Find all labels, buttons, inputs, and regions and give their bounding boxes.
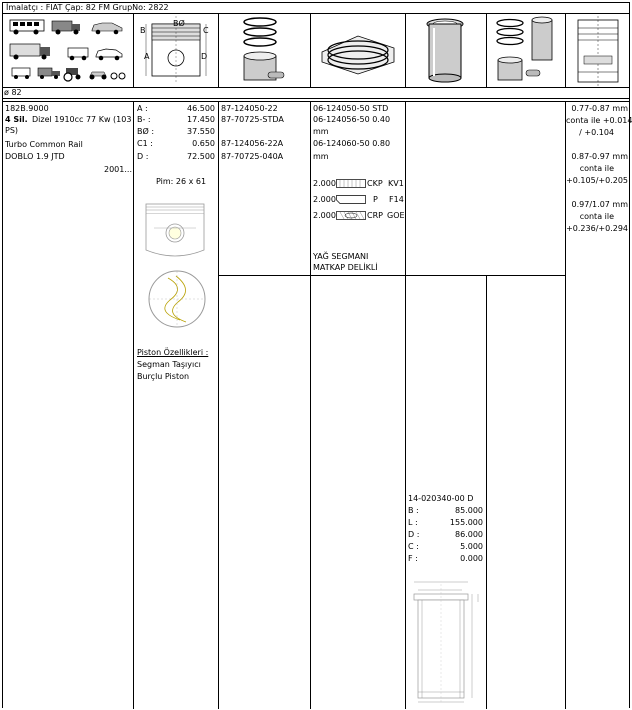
clearance-1-tol: / +0.104	[579, 128, 614, 137]
liner-label-d: D :	[408, 530, 420, 539]
col-sep-5	[486, 275, 487, 709]
oil-ring-note-1: YAĞ SEGMANI	[313, 252, 369, 261]
col-sep-3	[310, 101, 311, 709]
dim-value-d: 72.500	[187, 152, 215, 161]
pin-size: Pim: 26 x 61	[156, 177, 207, 186]
col-sep-1	[133, 101, 134, 709]
ring-3-size: 2.000	[313, 211, 336, 220]
ring-2-size: 2.000	[313, 195, 336, 204]
engine-year: 2001...	[104, 165, 132, 174]
ring-3-type: GOE	[387, 211, 405, 220]
engine-model: DOBLO 1.9 JTD	[5, 152, 65, 161]
clearance-1-range: 0.77-0.87 mm	[571, 104, 628, 113]
piston-side-drawing	[144, 200, 208, 264]
piston-feature-1: Segman Taşıyıcı	[137, 360, 201, 369]
header-divider	[2, 13, 630, 14]
dim-label-b: B- :	[137, 115, 151, 124]
clearance-3-note: conta ile	[579, 212, 614, 221]
col-sep-2	[218, 101, 219, 709]
icons-divider	[2, 87, 630, 88]
liner-value-d: 86.000	[455, 530, 483, 539]
icon-sep-5	[486, 13, 487, 87]
liner-value-f: 0.000	[460, 554, 483, 563]
ring-1-size: 2.000	[313, 179, 336, 188]
dim-label-d: D :	[137, 152, 149, 161]
col-sep-6	[565, 101, 566, 709]
header-text: İmalatçı : FIAT Çap: 82 FM GrupNo: 2822	[6, 3, 169, 12]
piston-code-4: 87-70725-040A	[221, 152, 284, 161]
piston-features-title: Piston Özellikleri :	[137, 348, 209, 357]
liner-value-l: 155.000	[449, 518, 483, 527]
rings-and-piston-icon	[238, 16, 288, 86]
piston-feature-2: Burçlu Piston	[137, 372, 190, 381]
engine-desc-2: PS)	[5, 126, 19, 135]
ring-code-3: 06-124060-50 0.80	[313, 139, 391, 148]
clearance-2-range: 0.87-0.97 mm	[571, 152, 628, 161]
ring-1-code: CKP	[367, 179, 383, 188]
piston-code-2: 87-70725-STDA	[221, 115, 284, 124]
piston-code-1: 87-124050-22	[221, 104, 278, 113]
engine-desc-3: Turbo Common Rail	[5, 140, 83, 149]
clearance-2-note: conta ile	[579, 164, 614, 173]
liner-technical-drawing	[410, 574, 482, 706]
ring-1-type: KV1	[388, 179, 404, 188]
engine-kit-icon	[492, 16, 560, 84]
dim-value-a: 46.500	[187, 104, 215, 113]
diagram-letter-b: B	[140, 26, 146, 35]
icon-sep-1	[133, 13, 134, 87]
col-sep-4	[405, 101, 406, 709]
ring-code-3-unit: mm	[313, 152, 329, 161]
diameter-divider-2	[2, 101, 630, 102]
liner-label-c: C :	[408, 542, 419, 551]
ring-3-code: CRP	[367, 211, 383, 220]
liner-label-b: B :	[408, 506, 419, 515]
left-border	[2, 2, 3, 708]
clearance-1-note: conta ile +0.014	[566, 116, 632, 125]
ring-set-icon	[318, 28, 400, 78]
liner-label-f: F :	[408, 554, 418, 563]
dim-label-bo: BØ :	[137, 127, 155, 136]
piston-code-3: 87-124056-22A	[221, 139, 284, 148]
ring-2-code: P	[373, 195, 378, 204]
piston-top-drawing	[146, 268, 208, 330]
ring-code-2: 06-124056-50 0.40	[313, 115, 391, 124]
engine-code: 182B.9000	[5, 104, 49, 113]
engine-cylinders: 4 Sil.	[5, 115, 28, 124]
liner-label-l: L :	[408, 518, 418, 527]
liner-value-c: 5.000	[460, 542, 483, 551]
icon-sep-6	[565, 13, 566, 87]
dim-value-bo: 37.550	[187, 127, 215, 136]
icon-sep-3	[310, 13, 311, 87]
icon-sep-4	[405, 13, 406, 87]
oil-ring-note-2: MATKAP DELİKLİ	[313, 263, 378, 272]
ring-code-1: 06-124050-50 STD	[313, 104, 389, 113]
clearance-3-tol: +0.236/+0.294	[566, 224, 628, 233]
clearance-3-range: 0.97/1.07 mm	[571, 200, 628, 209]
mid-divider	[218, 275, 565, 276]
piston-section-icon	[572, 16, 624, 86]
diameter-divider	[2, 98, 630, 99]
liner-value-b: 85.000	[455, 506, 483, 515]
icon-sep-2	[218, 13, 219, 87]
ring-3-profile	[336, 211, 366, 220]
diagram-letter-bo: BØ	[173, 19, 185, 28]
dim-label-c1: C1 :	[137, 139, 153, 148]
right-border	[629, 2, 630, 708]
engine-desc-1: Dizel 1910cc 77 Kw (103	[32, 115, 132, 124]
diagram-letter-c: C	[203, 26, 209, 35]
diameter-label: ø 82	[4, 88, 22, 97]
clearance-2-tol: +0.105/+0.205	[566, 176, 628, 185]
vehicles-icon	[8, 16, 128, 84]
ring-2-profile	[336, 195, 366, 204]
dim-value-b: 17.450	[187, 115, 215, 124]
diagram-letter-d: D	[201, 52, 208, 61]
dim-label-a: A :	[137, 104, 148, 113]
liner-code: 14-020340-00 D	[408, 494, 474, 503]
cylinder-liner-icon	[420, 18, 470, 84]
ring-code-2-unit: mm	[313, 127, 329, 136]
ring-2-type: F14	[389, 195, 404, 204]
ring-1-profile	[336, 179, 366, 188]
dim-value-c1: 0.650	[192, 139, 215, 148]
diagram-letter-a: A	[144, 52, 150, 61]
